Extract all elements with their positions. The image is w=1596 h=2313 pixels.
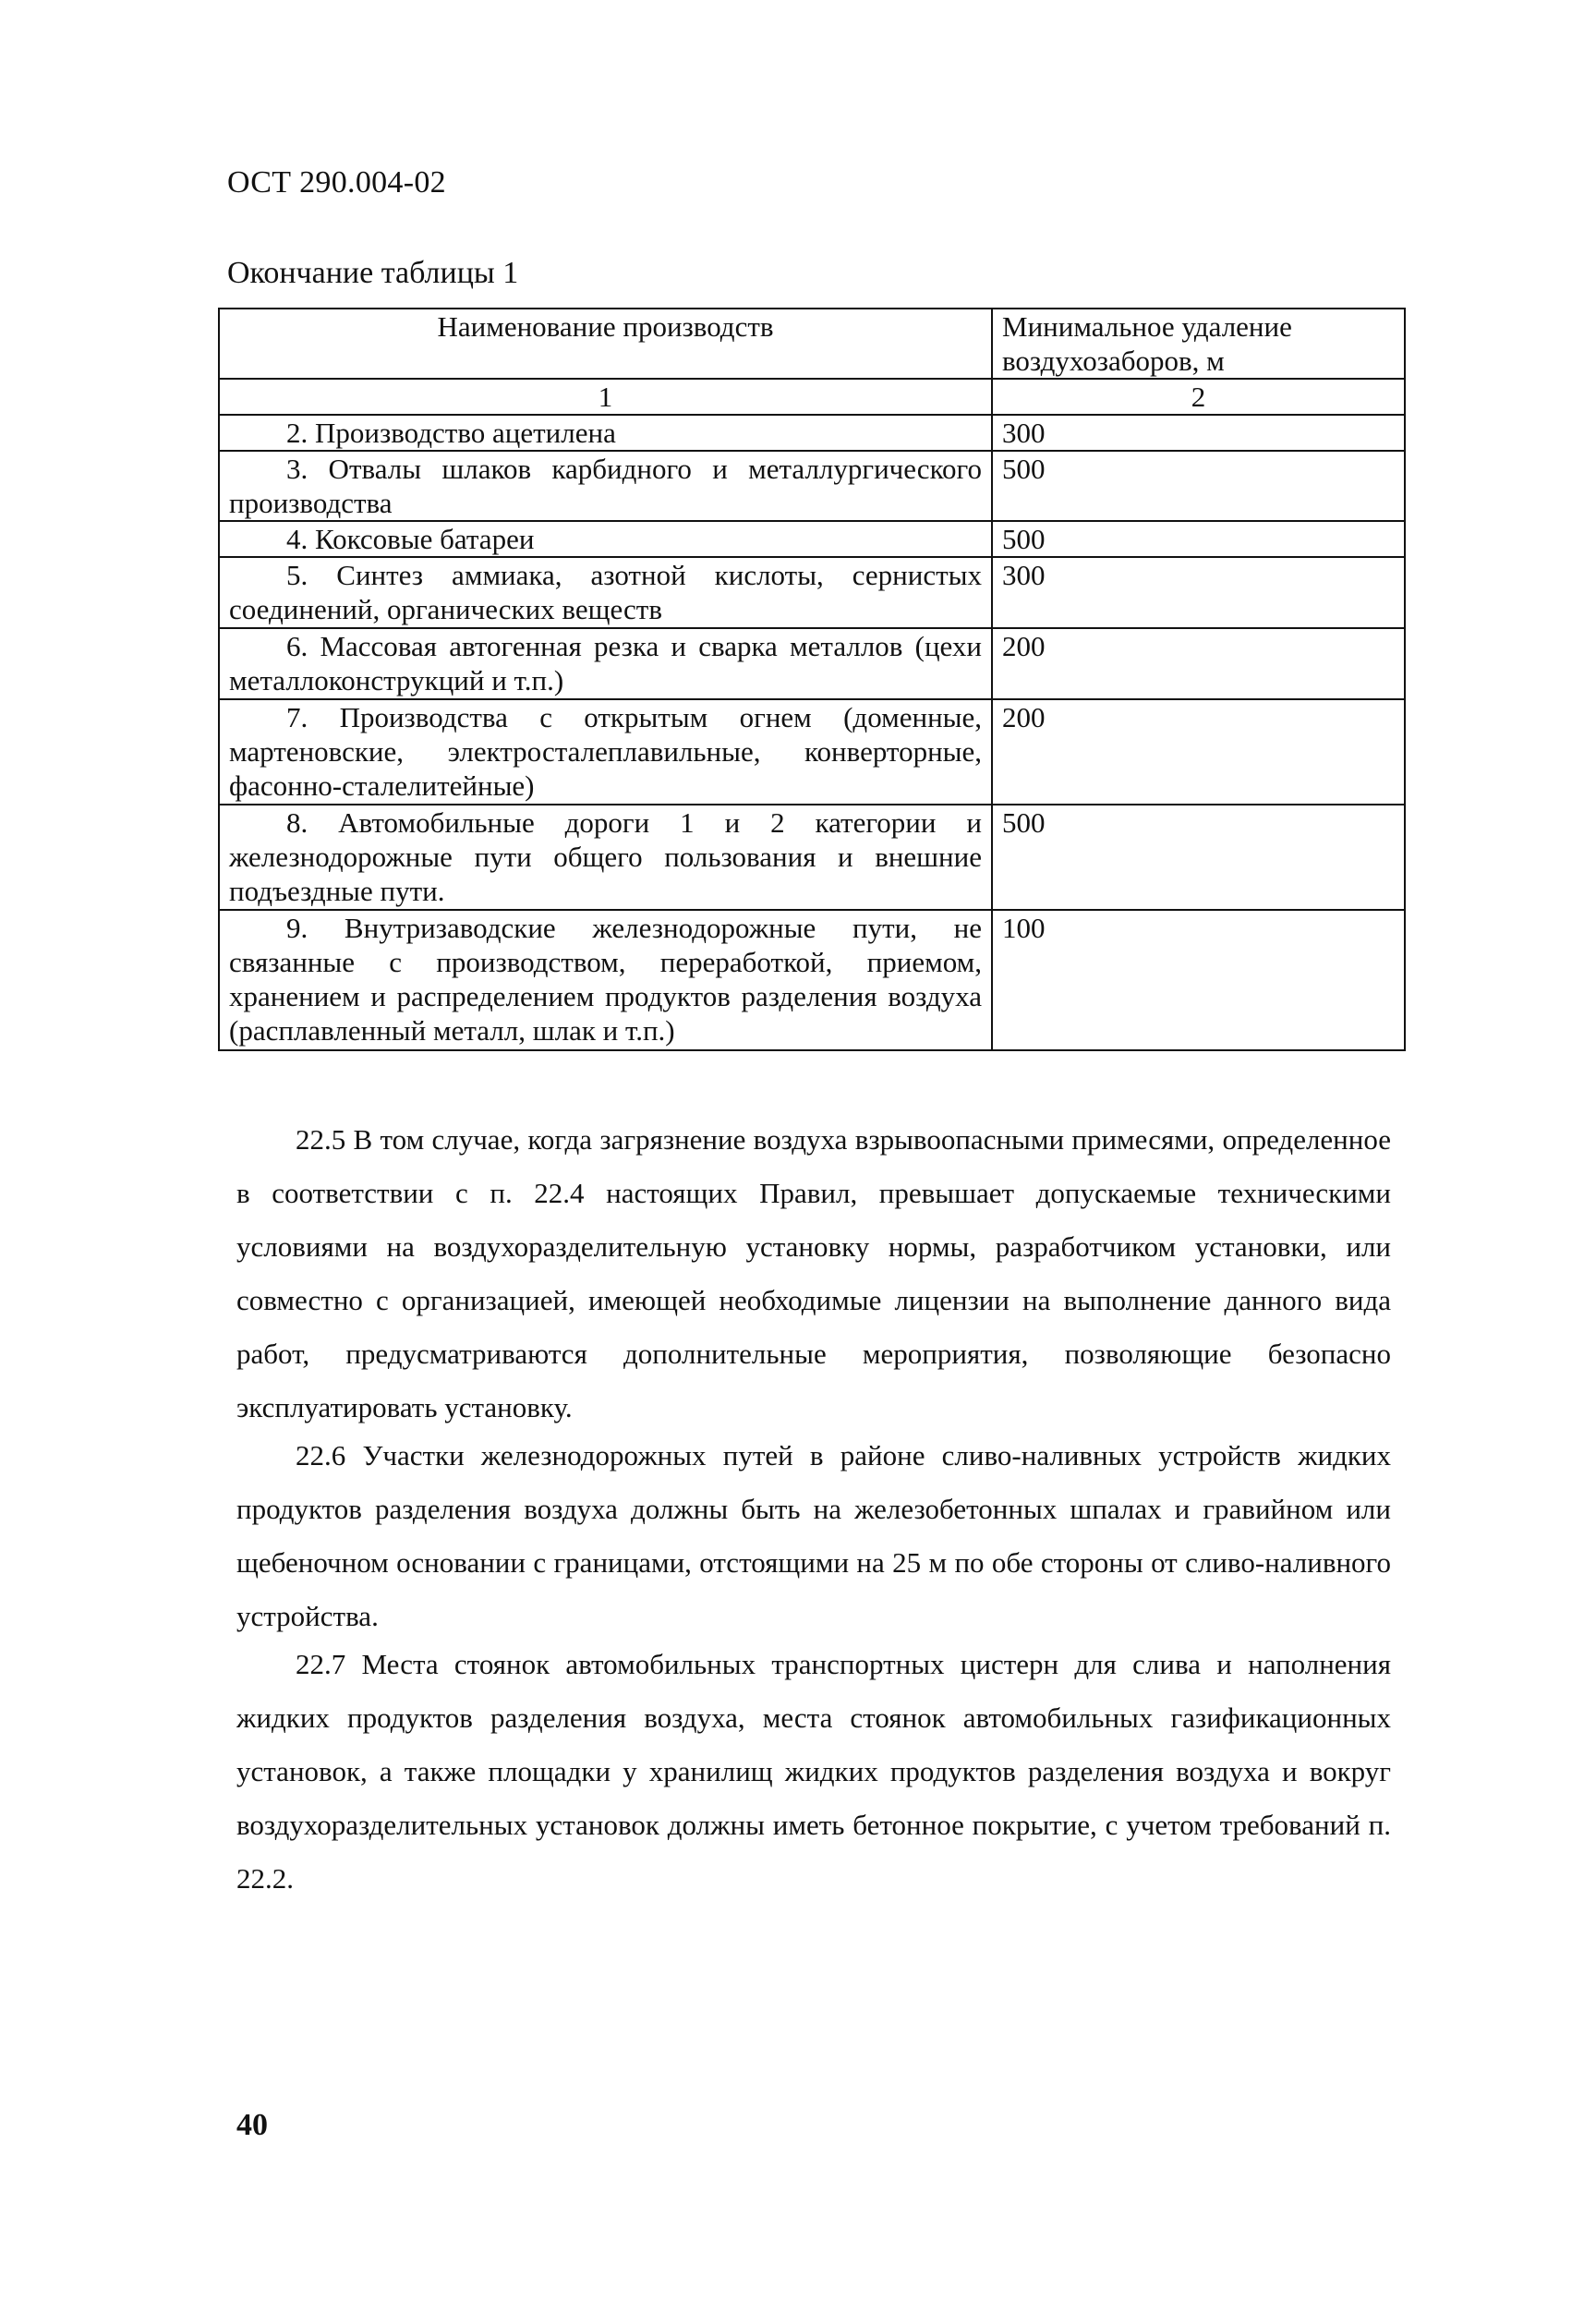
row-name: 6. Массовая автогенная резка и сварка металлов (цехи металлоконструкций и т.п.) — [219, 628, 992, 699]
row-name: 7. Производства с открытым огнем (доменные, мартеновские, электросталеплавильные, конверторные, фасонно-сталелитейные) — [219, 699, 992, 805]
paragraph-22-5: 22.5 В том случае, когда загрязнение воздуха взрывоопасными примесями, определенное в соответствии с п. 22.4 настоящих Правил, превышает допускаемые техническими условиями на воздухоразделительную установку нормы, разработчиком установки, или совместно с организацией, имеющей необходимые лицензии на выполнение данного вида работ, предусматриваются дополнительные мероприятия, позволяющие безопасно эксплуатировать установку. — [236, 1123, 1391, 1423]
row-name: 3. Отвалы шлаков карбидного и металлургического производства — [219, 451, 992, 521]
column-number-1: 1 — [219, 379, 992, 415]
row-name: 2. Производство ацетилена — [219, 415, 992, 451]
table-row — [219, 415, 1405, 451]
row-distance: 200 — [992, 628, 1405, 699]
table-row — [219, 910, 1405, 1050]
page-number: 40 — [236, 2108, 268, 2142]
row-distance: 500 — [992, 451, 1405, 521]
row-distance: 100 — [992, 910, 1405, 1050]
paragraph-22-6: 22.6 Участки железнодорожных путей в районе сливо-наливных устройств жидких продуктов разделения воздуха должны быть на железобетонных шпалах и гравийном или щебеночном основании с границами, отстоящими на 25 м по обе стороны от сливо-наливного устройства. — [236, 1439, 1391, 1632]
paragraph-22-7: 22.7 Места стоянок автомобильных транспортных цистерн для слива и наполнения жидких продуктов разделения воздуха, места стоянок автомобильных газификационных установок, а также площадки у хранилищ жидких продуктов разделения воздуха и вокруг воздухоразделительных установок должны иметь бетонное покрытие, с учетом требований п. 22.2. — [236, 1648, 1391, 1895]
column-number-2: 2 — [992, 379, 1405, 415]
header-name: Наименование производств — [219, 309, 992, 379]
air-intake-distance-table — [218, 308, 1406, 1051]
row-distance: 500 — [992, 521, 1405, 557]
table-row — [219, 628, 1405, 699]
table-row — [219, 521, 1405, 557]
row-name: 9. Внутризаводские железнодорожные пути, не связанные с производством, переработкой, приемом, хранением и распределением продуктов разделения воздуха (расплавленный металл, шлак и т.п.) — [219, 910, 992, 1050]
row-name: 4. Коксовые батареи — [219, 521, 992, 557]
table-caption: Окончание таблицы 1 — [227, 256, 519, 290]
row-name: 8. Автомобильные дороги 1 и 2 категории и железнодорожные пути общего пользования и внешние подъездные пути. — [219, 805, 992, 910]
table-row — [219, 699, 1405, 805]
column-number-row — [219, 379, 1405, 415]
row-distance: 500 — [992, 805, 1405, 910]
table-row — [219, 805, 1405, 910]
table-row — [219, 451, 1405, 521]
document-code: ОСТ 290.004-02 — [227, 165, 446, 200]
table-row — [219, 557, 1405, 628]
row-distance: 300 — [992, 415, 1405, 451]
row-distance: 200 — [992, 699, 1405, 805]
row-name: 5. Синтез аммиака, азотной кислоты, сернистых соединений, органических веществ — [219, 557, 992, 628]
table-header-row — [219, 309, 1405, 379]
header-distance: Минимальное удаление воздухозаборов, м — [992, 309, 1405, 379]
row-distance: 300 — [992, 557, 1405, 628]
